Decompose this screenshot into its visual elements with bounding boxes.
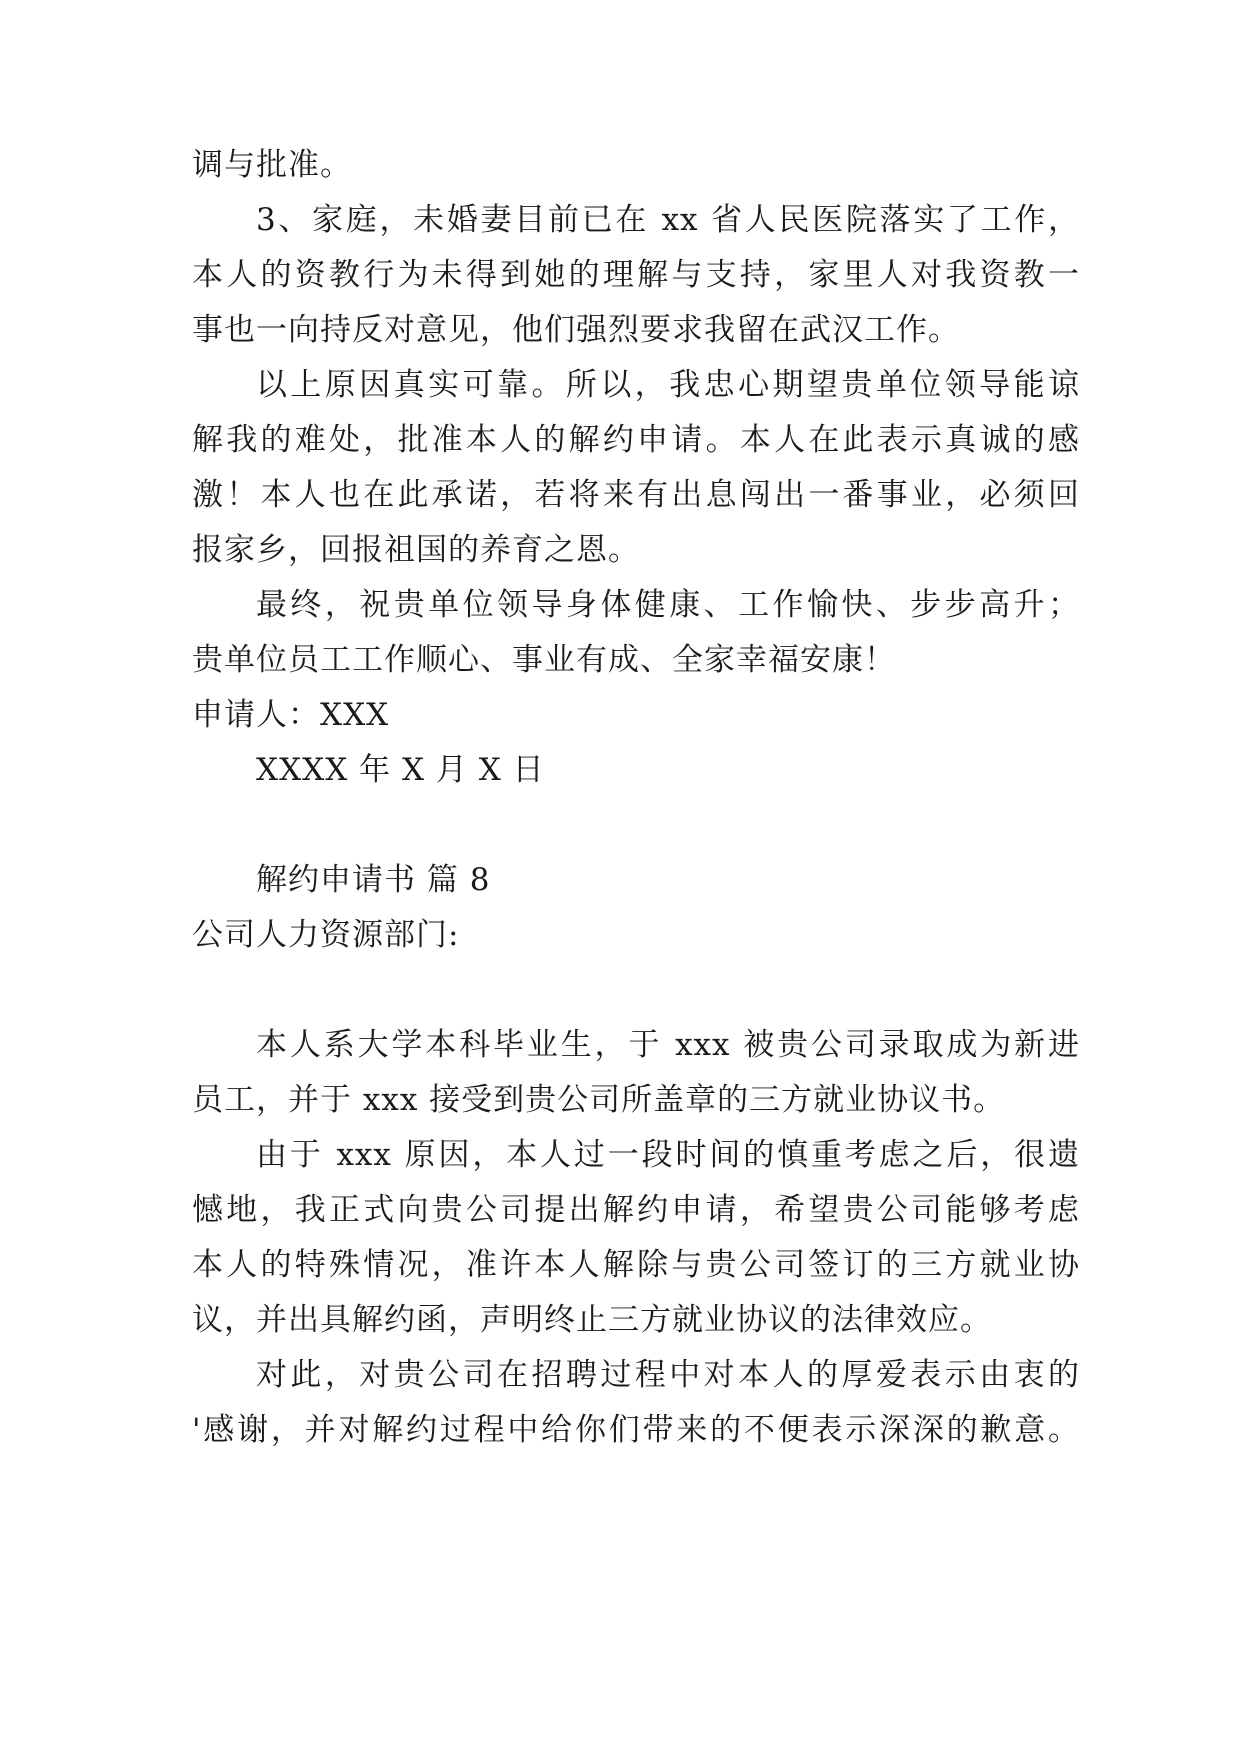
text-line: 以上原因真实可靠。所以，我忠心期望贵单位领导能谅 xyxy=(256,367,1080,403)
text-line: 员工，并于 xxx 接受到贵公司所盖章的三方就业协议书。 xyxy=(192,1082,1006,1118)
text-line: 贵单位员工工作顺心、事业有成、全家幸福安康！ xyxy=(192,642,896,678)
date-line: XXXX 年 X 月 X 日 xyxy=(256,752,545,788)
text-line: 由于 xxx 原因，本人过一段时间的慎重考虑之后，很遗 xyxy=(256,1137,1080,1173)
section-heading: 解约申请书 篇 8 xyxy=(256,862,491,898)
text-line: 憾地，我正式向贵公司提出解约申请，希望贵公司能够考虑 xyxy=(192,1192,1080,1228)
applicant-line: 申请人：XXX xyxy=(192,697,390,733)
text-line: 解我的难处，批准本人的解约申请。本人在此表示真诚的感 xyxy=(192,422,1080,458)
text-line: 对此，对贵公司在招聘过程中对本人的厚爱表示由衷的 xyxy=(256,1357,1080,1393)
text-line: 报家乡，回报祖国的养育之恩。 xyxy=(192,532,640,568)
text-line: 事也一向持反对意见，他们强烈要求我留在武汉工作。 xyxy=(192,312,960,348)
text-line: 议，并出具解约函，声明终止三方就业协议的法律效应。 xyxy=(192,1302,992,1338)
text-line: 本人的特殊情况，准许本人解除与贵公司签订的三方就业协 xyxy=(192,1247,1080,1283)
text-line: 最终，祝贵单位领导身体健康、工作愉快、步步高升； xyxy=(256,587,1080,623)
text-line: 激！本人也在此承诺，若将来有出息闯出一番事业，必须回 xyxy=(192,477,1080,513)
text-line: 调与批准。 xyxy=(192,147,352,183)
text-line: 本人的资教行为未得到她的理解与支持，家里人对我资教一 xyxy=(192,257,1080,293)
text-line: 3、家庭，未婚妻目前已在 xx 省人民医院落实了工作， xyxy=(256,202,1080,238)
text-line: 本人系大学本科毕业生，于 xxx 被贵公司录取成为新进 xyxy=(256,1027,1080,1063)
salutation-line: 公司人力资源部门: xyxy=(192,917,460,953)
text-line: '感谢，并对解约过程中给你们带来的不便表示深深的歉意。 xyxy=(192,1412,1080,1448)
